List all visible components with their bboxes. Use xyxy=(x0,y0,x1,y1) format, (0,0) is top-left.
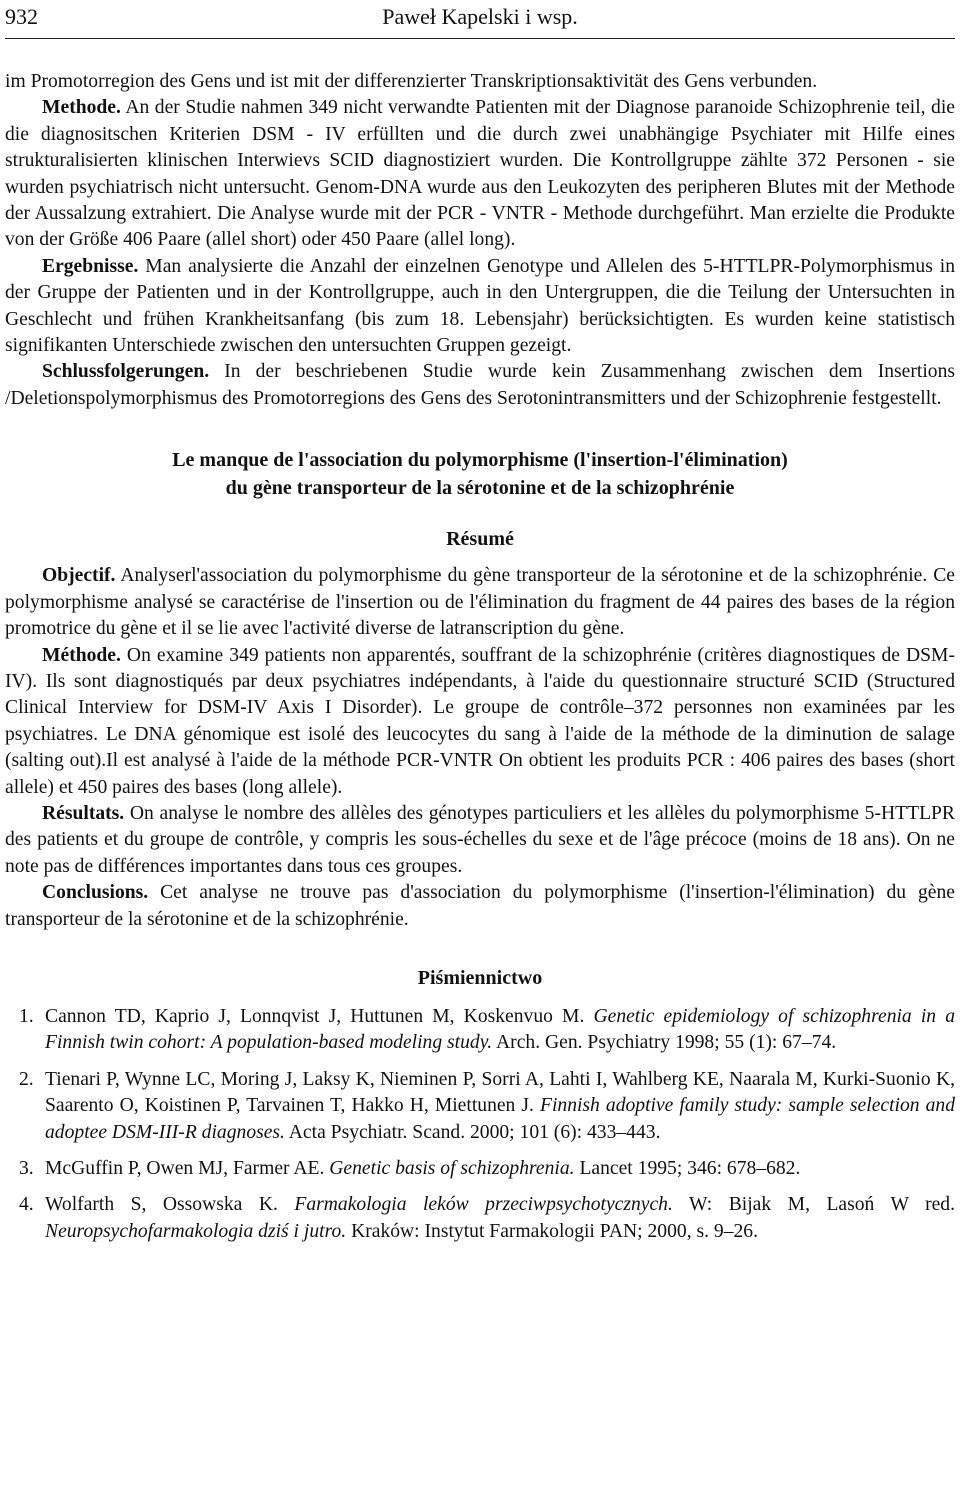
french-resultats-label: Résultats. xyxy=(42,802,125,824)
reference-authors: Cannon TD, Kaprio J, Lonnqvist J, Huttunen M, Koskenvuo M. xyxy=(45,1005,594,1027)
german-intro-paragraph: im Promotorregion des Gens und ist mit der differenzierter Transkriptionsaktivität des Gens verbunden. xyxy=(5,71,818,92)
page-number: 932 xyxy=(5,4,38,29)
reference-number: 2. xyxy=(19,1068,34,1090)
reference-item xyxy=(5,1156,955,1182)
running-head: Paweł Kapelski i wsp. xyxy=(382,4,578,29)
french-title-line-2: du gène transporteur de la sérotonine et de la schizophrénie xyxy=(225,477,735,500)
reference-item xyxy=(5,1067,955,1146)
reference-title: Finnish adoptive family study: sample selection and adoptee DSM-III-R diagnoses. xyxy=(45,1095,955,1143)
reference-authors: McGuffin P, Owen MJ, Farmer AE. xyxy=(45,1158,330,1179)
french-resultats-text: On analyse le nombre des allèles des génotypes particuliers et les allèles du polymorphisme 5-HTTLPR des patients et du groupe de contrôle, y compris les sous-échelles du sexe et de l'âge précoce (moins de 18 ans). On ne note pas de différences importantes dans tous ces groupes. xyxy=(5,802,955,877)
reference-source: Arch. Gen. Psychiatry 1998; 55 (1): 67–74. xyxy=(492,1032,837,1054)
french-title-line-1: Le manque de l'association du polymorphisme (l'insertion-l'élimination) xyxy=(172,449,788,472)
reference-item xyxy=(5,1192,955,1245)
french-conclusions-paragraph xyxy=(5,880,955,933)
german-schluss-paragraph xyxy=(5,359,955,412)
french-methode-paragraph xyxy=(5,643,955,801)
german-methode-label: Methode. xyxy=(42,97,121,119)
reference-source: Acta Psychiatr. Scand. 2000; 101 (6): 433–443. xyxy=(284,1121,661,1143)
german-ergebnisse-label: Ergebnisse. xyxy=(42,255,139,277)
french-objectif-text: Analyserl'association du polymorphisme du gène transporteur de la sérotonine et de la schizophrénie. Ce polymorphisme analysé se caractérise de l'insertion ou de l'élimination du fragment de 44 paires des bases de la région promotrice du gène et il se lie avec l'activité diverse de latranscription du gène. xyxy=(5,565,955,640)
french-conclusions-label: Conclusions. xyxy=(42,882,149,904)
reference-number: 3. xyxy=(19,1158,34,1179)
german-summary xyxy=(5,69,955,412)
reference-authors: Tienari P, Wynne LC, Moring J, Laksy K, Nieminen P, Sorri A, Lahti I, Wahlberg KE, Naarala M, Kurki-Suonio K, Saarento O, Koistinen P, Tarvainen T, Hakko H, Miettunen J. xyxy=(45,1068,955,1117)
reference-item xyxy=(5,1004,955,1057)
document-page xyxy=(5,0,955,1255)
reference-authors: Wolfarth S, Ossowska K. xyxy=(45,1194,295,1216)
reference-title: Genetic epidemiology of schizophrenia in a Finnish twin cohort: A population-based modeling study. xyxy=(45,1005,955,1054)
reference-list xyxy=(5,1004,955,1245)
french-title xyxy=(5,446,955,502)
french-resultats-paragraph xyxy=(5,801,955,880)
french-methode-label: Méthode. xyxy=(42,644,121,666)
german-schluss-text: In der beschriebenen Studie wurde kein Zusammenhang zwischen dem Insertions /Deletionspolymorphismus des Promotorregions des Gens des Serotonintransmitters und der Schizophrenie festgestellt. xyxy=(5,361,955,409)
german-methode-paragraph xyxy=(5,95,955,253)
german-schluss-label: Schlussfolgerungen. xyxy=(42,361,210,383)
reference-source: W: Bijak M, Lasoń W red. xyxy=(672,1194,955,1216)
reference-title: Farmakologia leków przeciwpsychotycznych. xyxy=(294,1194,673,1216)
reference-number: 4. xyxy=(19,1194,34,1216)
german-ergebnisse-text: Man analysierte die Anzahl der einzelnen Genotype und Allelen des 5-HTTLPR-Polymorphismus in der Gruppe der Patienten und in der Kontrollgruppe, auch in den Untergruppen, die die Teilung der Untersuchten in Geschlecht und frühen Krankheitsanfang (bis zum 18. Lebensjahr) berücksichtigten. Es wurden keine statistisch signifikanten Unterschiede zwischen den untersuchten Gruppen gezeigt. xyxy=(5,255,955,357)
resume-heading: Résumé xyxy=(446,528,514,551)
french-objectif-paragraph xyxy=(5,563,955,642)
french-conclusions-text: Cet analyse ne trouve pas d'association du polymorphisme (l'insertion-l'élimination) du gène transporteur de la sérotonine et de la schizophrénie. xyxy=(5,882,955,930)
french-objectif-label: Objectif. xyxy=(42,565,116,587)
reference-title: Genetic basis of schizophrenia. xyxy=(329,1158,575,1179)
french-methode-text: On examine 349 patients non apparentés, souffrant de la schizophrénie (critères diagnostiques de DSM-IV). Ils sont diagnostiqués par deux psychiatres indépendants, à l'aide du questionnaire structuré SCID (Structured Clinical Interview for DSM-IV Axis I Disorder). Le groupe de contrôle–372 personnes non examinées par les psychiatres. Le DNA génomique est isolé des leucocytes du sang à l'aide de la méthode de la diminution de salage (salting out).Il est analysé à l'aide de la méthode PCR-VNTR On obtient les produits PCR : 406 paires des bases (short allele) et 450 paires des bases (long allele). xyxy=(5,644,955,798)
reference-source: Lancet 1995; 346: 678–682. xyxy=(574,1158,801,1179)
reference-book-title: Neuropsychofarmakologia dziś i jutro. xyxy=(45,1220,347,1242)
reference-book-source: Kraków: Instytut Farmakologii PAN; 2000, s. 9–26. xyxy=(346,1220,759,1242)
french-summary xyxy=(5,563,955,933)
page-header xyxy=(5,0,955,39)
reference-number: 1. xyxy=(19,1005,34,1027)
references-heading: Piśmiennictwo xyxy=(417,966,543,989)
german-ergebnisse-paragraph xyxy=(5,254,955,360)
german-methode-text: An der Studie nahmen 349 nicht verwandte Patienten mit der Diagnose paranoide Schizophrenie teil, die die diagnositschen Kriterien DSM - IV erfüllten und die durch zwei unabhängige Psychiater mit Hilfe eines strukturalisierten klinischen Interwievs SCID diagnostiziert wurden. Die Kontrollgruppe zählte 372 Personen - sie wurden psychiatrisch nicht untersucht. Genom-DNA wurde aus den Leukozyten des peripheren Blutes mit der Methode der Aussalzung extrahiert. Die Analyse wurde mit der PCR - VNTR - Methode durchgeführt. Man erzielte die Produkte von der Größe 406 Paare (allel short) oder 450 Paare (allel long). xyxy=(5,97,955,251)
